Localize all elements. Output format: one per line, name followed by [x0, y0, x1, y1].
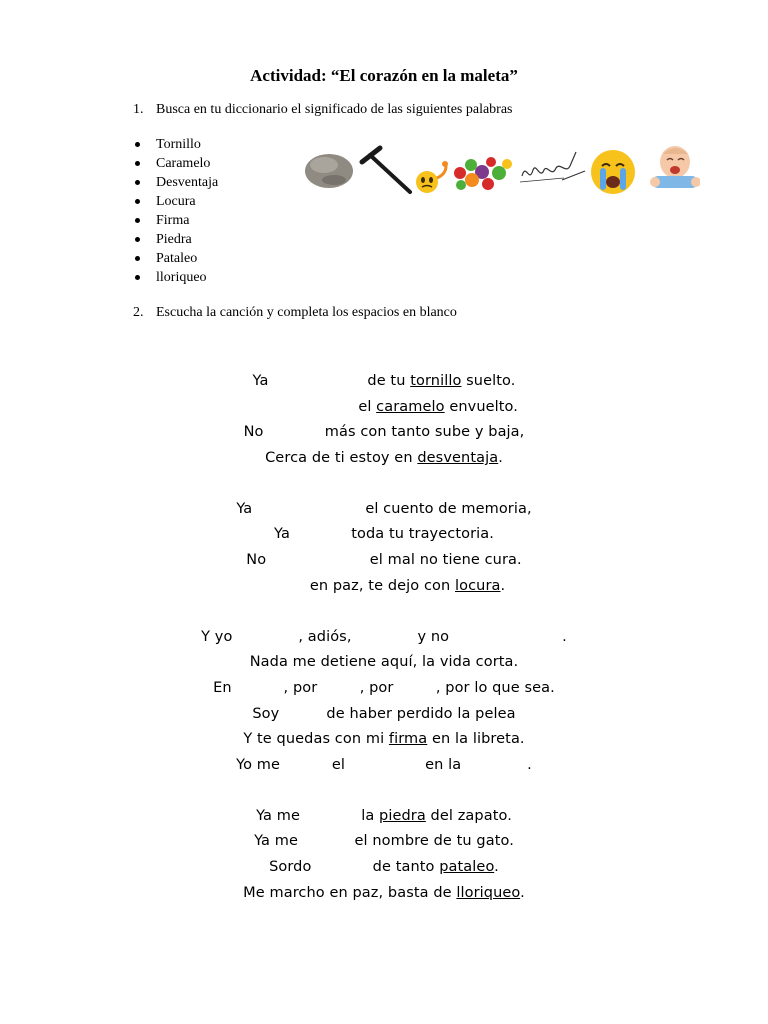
lyric-text: Cerca de ti estoy en — [265, 450, 418, 467]
lyric-text: más con tanto sube y baja, — [324, 424, 525, 441]
lyric-text: en la — [425, 756, 462, 773]
lyric-text: Ya — [274, 526, 290, 543]
vocab-word: firma — [388, 731, 428, 748]
vocabulary-pictures — [300, 140, 700, 200]
lyric-line — [0, 548, 768, 574]
lyric-text: , por lo que sea. — [435, 679, 555, 696]
lyric-text: Ya — [236, 500, 253, 517]
lyric-line — [0, 753, 768, 779]
lyric-line — [0, 625, 768, 651]
vocab-item: Piedra — [133, 230, 218, 249]
lyric-text: Sordo — [269, 859, 312, 875]
vocab-item: Caramelo — [133, 154, 218, 173]
lyric-line — [0, 804, 768, 830]
vocab-item: Tornillo — [133, 135, 218, 154]
lyric-text: del zapato. — [425, 807, 512, 824]
instruction-number: 1. — [133, 102, 144, 117]
lyric-text: . — [498, 450, 503, 467]
vocab-word: desventaja — [417, 450, 499, 467]
lyric-line — [0, 369, 768, 395]
lyric-line — [0, 420, 768, 446]
lyric-text: Y te quedas con mi — [243, 731, 389, 748]
lyric-line — [0, 522, 768, 548]
vocab-word: tornillo — [410, 373, 462, 389]
vocab-word: locura — [455, 577, 501, 594]
nail-screw-icon — [362, 148, 410, 192]
lyric-text: el cuento de memoria, — [365, 500, 532, 517]
vocab-item: Desventaja — [133, 173, 218, 192]
lyric-text: Y yo — [201, 628, 233, 645]
candies-icon — [454, 157, 512, 190]
lyric-line — [0, 497, 768, 523]
vocab-word: lloriqueo — [456, 884, 521, 901]
crying-baby-icon — [650, 146, 700, 188]
signature-icon — [520, 152, 585, 182]
lyric-text: . — [494, 859, 499, 875]
lyric-text: . — [520, 884, 525, 901]
lyric-text: el — [331, 756, 346, 773]
lyric-line — [0, 395, 768, 421]
stone-icon — [305, 154, 353, 188]
lyric-line — [0, 676, 768, 702]
lyric-text: de haber perdido la pelea — [326, 705, 516, 722]
lyric-text: y no — [417, 628, 450, 645]
lyric-text: Nada me detiene aquí, la vida corta. — [249, 654, 519, 671]
lyric-text: la — [361, 807, 380, 824]
page-title: Actividad: “El corazón en la maleta” — [250, 66, 518, 85]
lyric-line — [0, 881, 768, 907]
vocab-word: piedra — [379, 807, 426, 824]
lyric-text: el nombre de tu gato. — [354, 833, 514, 850]
lyric-line — [0, 650, 768, 676]
lyric-text: No — [243, 424, 264, 441]
lyric-line — [0, 727, 768, 753]
lyric-text: en paz, te dejo con — [309, 577, 455, 594]
lyric-line — [0, 702, 768, 728]
lyric-text: de tu — [367, 373, 411, 389]
vocabulary-list — [133, 135, 218, 287]
lyric-text: , por — [283, 679, 318, 696]
lyric-text: envuelto. — [444, 398, 518, 415]
lyric-text: . — [562, 628, 567, 645]
vocab-item: lloriqueo — [133, 268, 218, 287]
crying-emoji-icon — [591, 150, 635, 194]
vocab-item: Locura — [133, 192, 218, 211]
lyric-text: de tanto — [372, 859, 440, 875]
lyric-text: En — [213, 679, 232, 696]
vocab-word: caramelo — [376, 398, 445, 415]
instruction-number: 2. — [133, 305, 144, 320]
lyric-text: Ya me — [256, 807, 300, 824]
instruction-text: Escucha la canción y completa los espacios en blanco — [156, 305, 457, 320]
instruction-2 — [133, 305, 457, 321]
lyric-text: el mal no tiene cura. — [369, 552, 522, 569]
lyric-text: , por — [359, 679, 394, 696]
lyric-text: Ya — [252, 373, 269, 389]
lyric-line — [0, 574, 768, 600]
lyric-text: . — [527, 756, 532, 773]
lyric-text: suelto. — [461, 373, 516, 389]
lyric-line — [0, 829, 768, 855]
annoyed-emoji-icon — [416, 161, 448, 193]
lyric-line — [0, 855, 768, 881]
lyric-text: No — [246, 552, 267, 569]
lyric-text: en la libreta. — [427, 731, 525, 748]
lyric-text: Ya me — [254, 833, 298, 850]
lyric-text: , adiós, — [298, 628, 352, 645]
lyric-text: el — [358, 398, 377, 415]
vocab-word: pataleo — [439, 859, 495, 875]
instruction-text: Busca en tu diccionario el significado de las siguientes palabras — [156, 102, 513, 117]
song-lyrics — [0, 369, 768, 906]
instruction-1 — [133, 102, 513, 118]
lyric-text: Me marcho en paz, basta de — [243, 884, 457, 901]
lyric-text: toda tu trayectoria. — [351, 526, 494, 543]
vocab-item: Pataleo — [133, 249, 218, 268]
lyric-text: Yo me — [236, 756, 281, 773]
vocab-item: Firma — [133, 211, 218, 230]
lyric-line — [0, 446, 768, 472]
lyric-text: Soy — [252, 705, 280, 722]
lyric-text: . — [500, 577, 506, 594]
